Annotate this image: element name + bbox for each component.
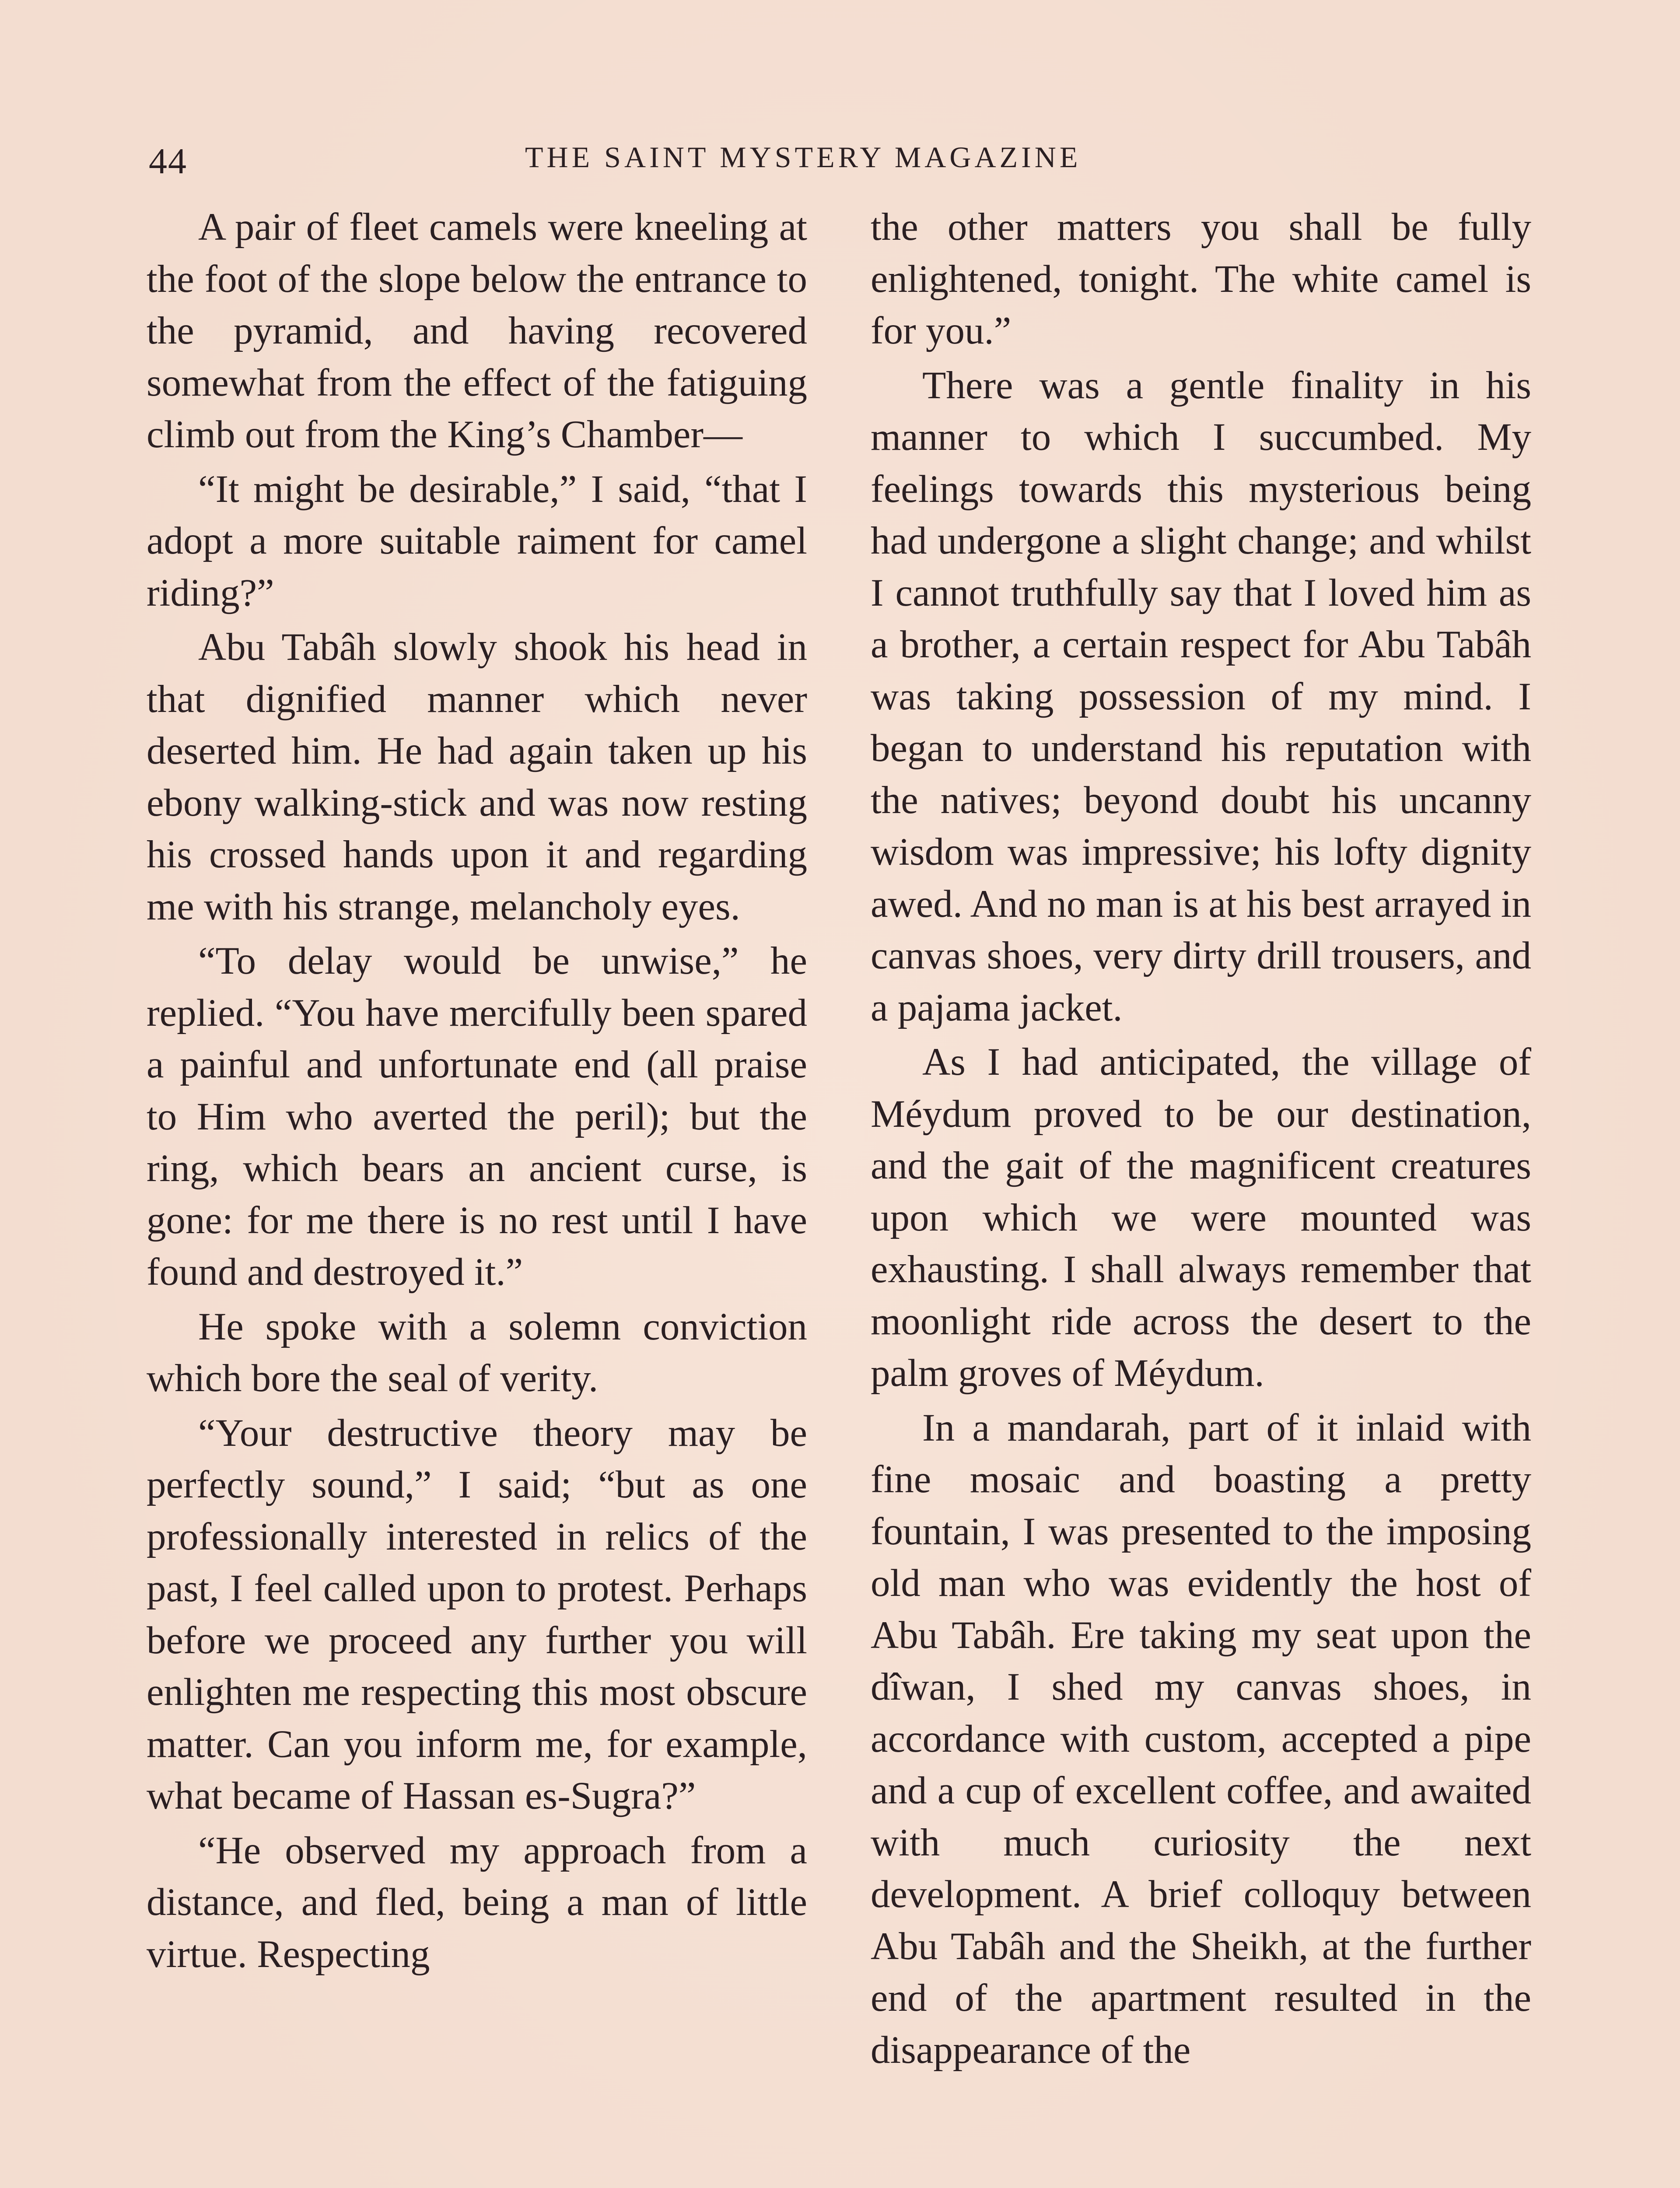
paragraph: Abu Tabâh slowly shook his head in that dignified manner which never deserted him. He had again taken up his ebony walking-stick and was now resting his crossed hands upon it and regarding me with his strange, melancholy eyes. [147,626,807,928]
paragraph: In a mandarah, part of it inlaid with fine mosaic and boasting a pretty fountain, I was presented to the imposing old man who was evidently the host of Abu Tabâh. Ere taking my seat upon the dîwan, I shed my canvas shoes, in accordance with custom, accepted a pipe and a cup of excellent coffee, and awaited with much curiosity the next development. A brief colloquy between Abu Tabâh and the Sheikh, at the further end of the apartment resulted in the disappearance of the [871,1406,1531,2072]
running-head [149,131,1531,184]
paragraph-continued: the other matters you shall be fully enlightened, tonight. The white camel is for you.” [871,206,1531,352]
paragraph: A pair of fleet camels were kneeling at the foot of the slope below the entrance to the pyramid, and having recovered somewhat from the effect of the fatiguing climb out from the King’s Chamber— [147,206,807,456]
page-number: 44 [149,141,187,182]
paragraph: “It might be desirable,” I said, “that I adopt a more suitable raiment for camel riding?” [147,467,807,614]
left-column [147,201,807,1980]
paragraph: “Your destructive theory may be perfectly sound,” I said; “but as one professionally interested in relics of the past, I feel called upon to protest. Perhaps before we proceed any further you will enlighten me respecting this most obscure matter. Can you inform me, for example, what became of Hassan es-Sugra?” [147,1411,807,1817]
magazine-title: THE SAINT MYSTERY MAGAZINE [525,140,1082,174]
paragraph: He spoke with a solemn conviction which bore the seal of verity. [147,1305,807,1400]
right-column [871,201,1531,2076]
paragraph: “To delay would be unwise,” he replied. “You have mercifully been spared a painful and unfortunate end (all praise to Him who averted the peril); but the ring, which bears an ancient curse, is gone: for me there is no rest until I have found and destroyed it.” [147,940,807,1294]
paragraph: There was a gentle finality in his manner to which I succumbed. My feelings towards this mysterious being had undergone a slight change; and whilst I cannot truthfully say that I loved him as a brother, a certain respect for Abu Tabâh was taking possession of my mind. I began to understand his reputation with the natives; beyond doubt his uncanny wisdom was impressive; his lofty dignity awed. And no man is at his best arrayed in canvas shoes, very dirty drill trousers, and a pajama jacket. [871,364,1531,1029]
paragraph: As I had anticipated, the village of Méydum proved to be our destination, and the gait of the magnificent creatures upon which we were mounted was exhausting. I shall always remember that moonlight ride across the desert to the palm groves of Méydum. [871,1041,1531,1395]
paragraph: “He observed my approach from a distance, and fled, being a man of little virtue. Respecting [147,1829,807,1976]
